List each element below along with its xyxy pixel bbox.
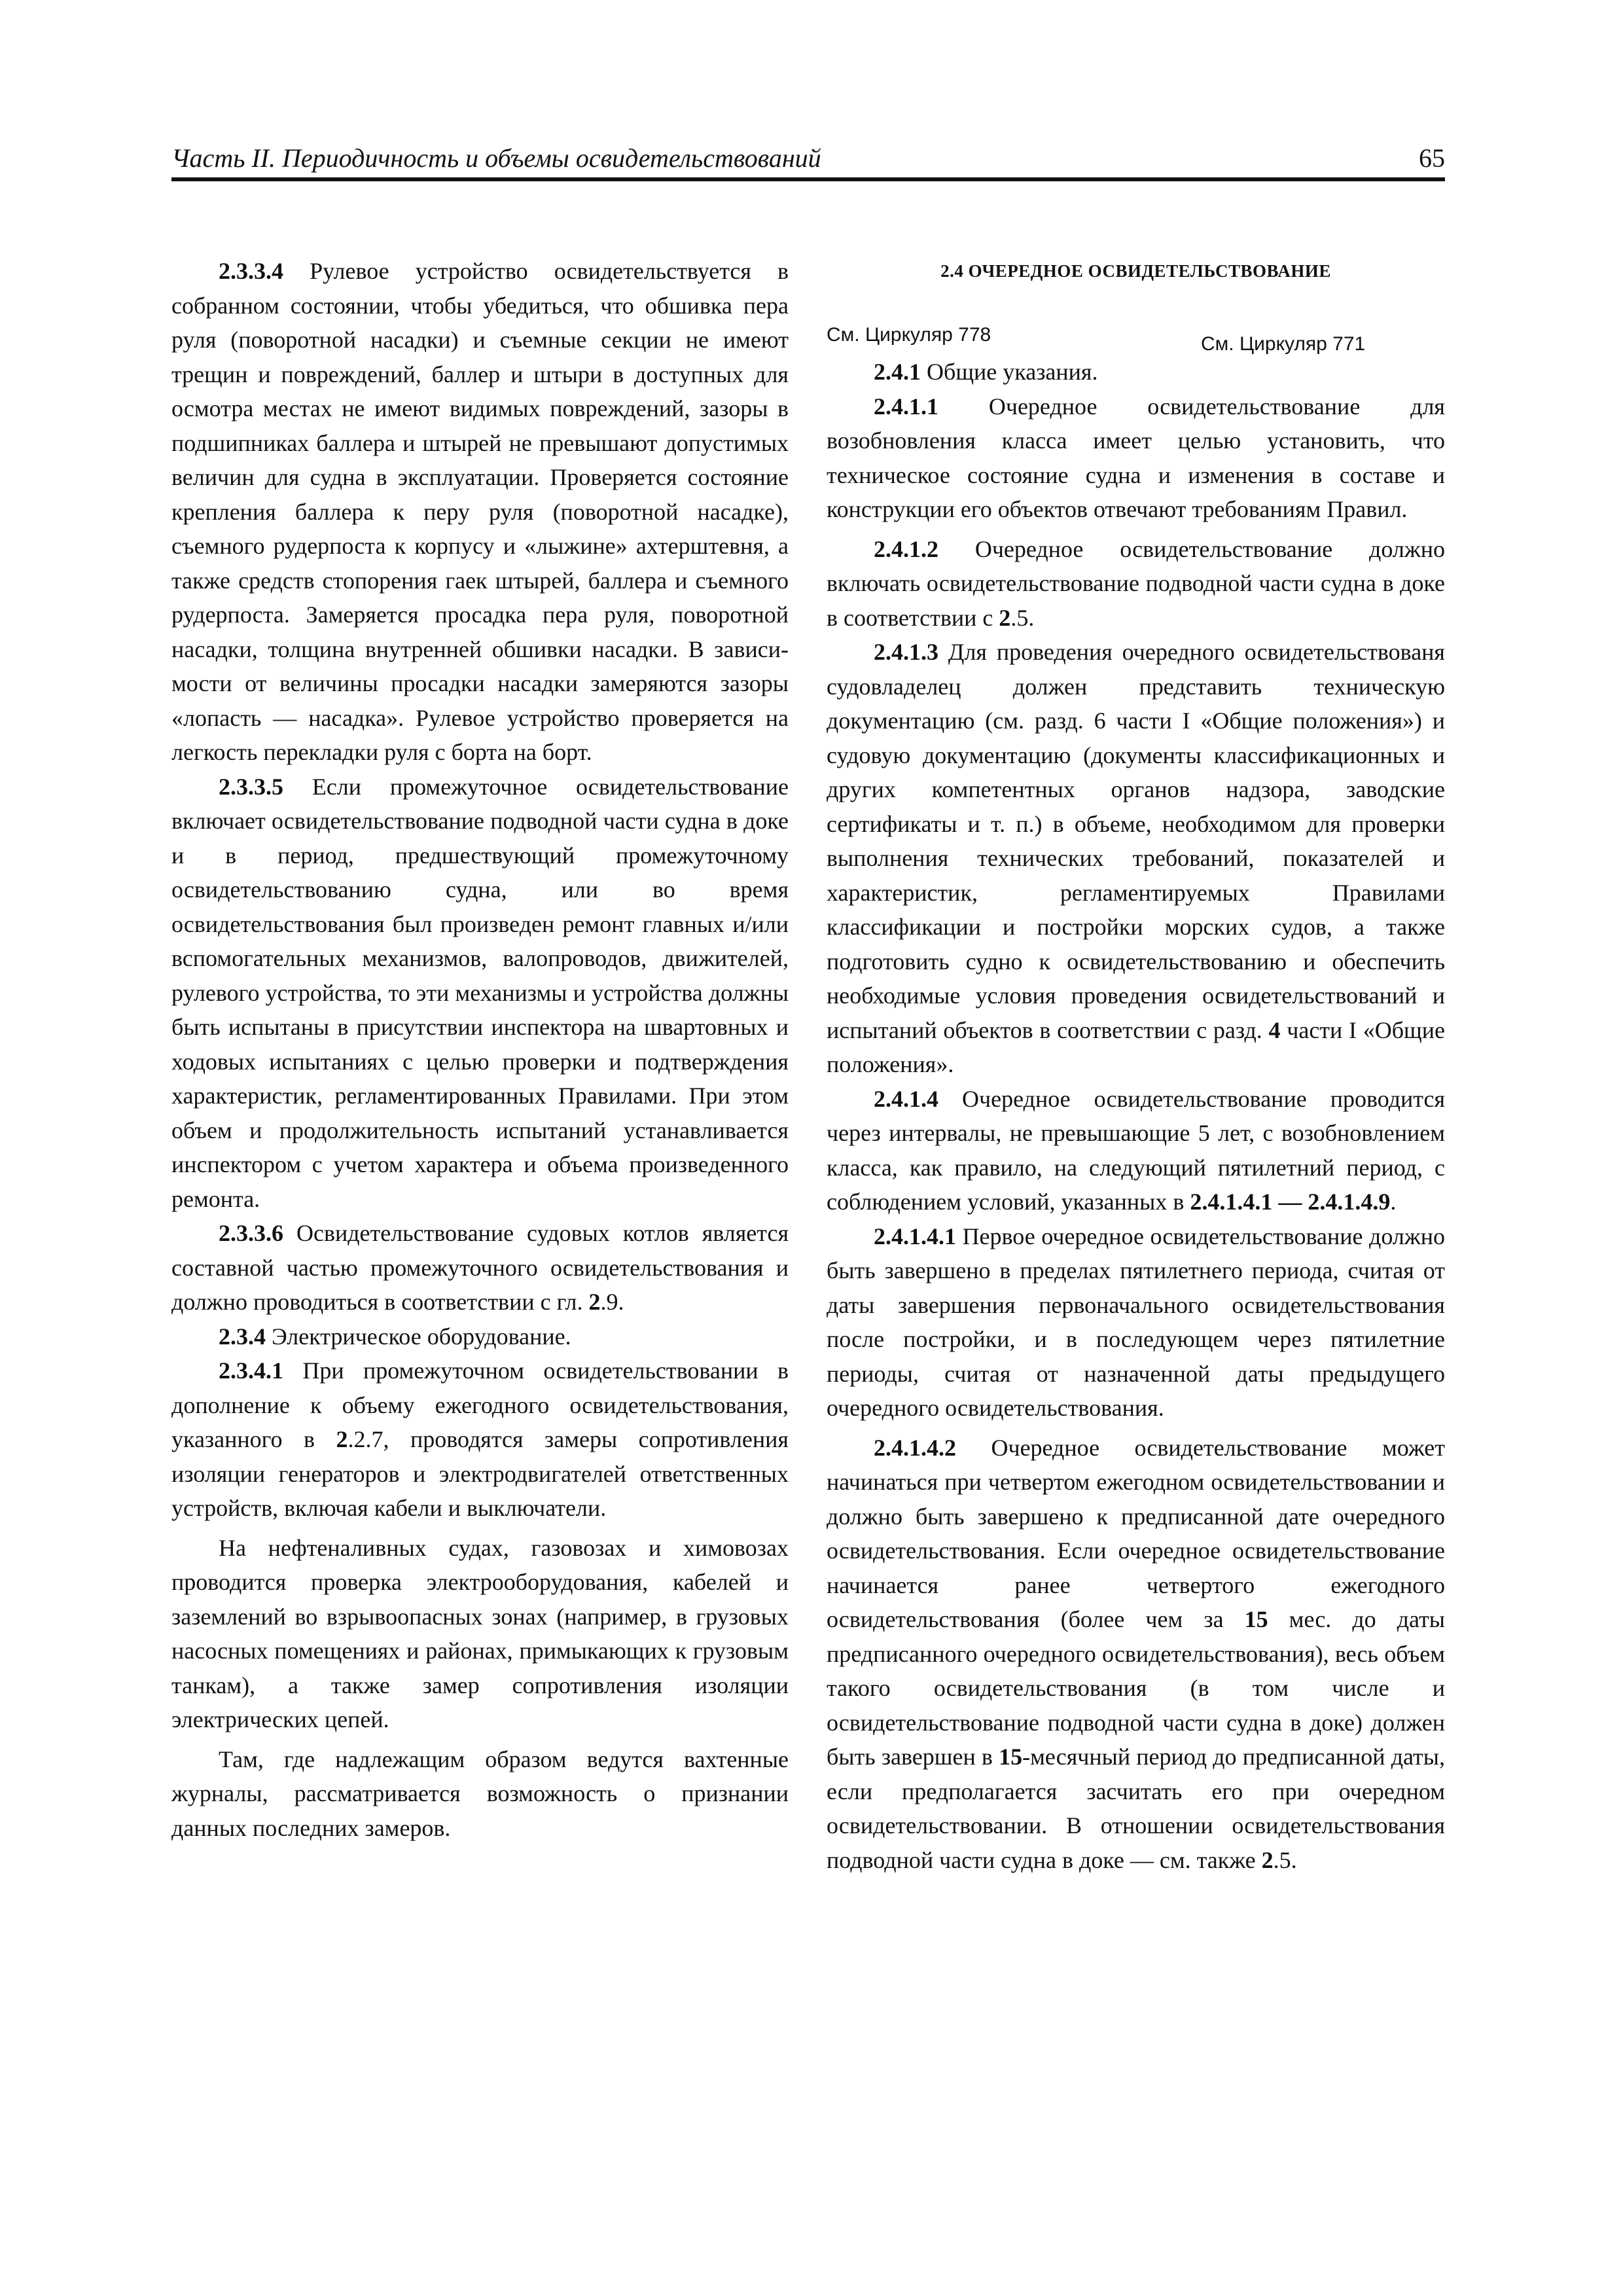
clause-number: 2.3.3.6 <box>219 1220 283 1246</box>
running-header <box>171 140 1445 177</box>
circular-note-771: См. Циркуляр 771 <box>1201 333 1366 355</box>
paragraph-tankers: На нефтеналивных судах, газовозах и химовозах проводится проверка электрооборудования, кабелей и заземлений во взрывоопасных зонах (например, в грузовых насосных помещениях и районах, примыкающих к грузовым танкам), а также замер сопротивления изоляции электрических цепей. <box>171 1534 789 1732</box>
left-column <box>171 254 789 1845</box>
circular-note-778: См. Циркуляр 778 <box>827 324 991 346</box>
clause-number: 2.4.1.4.2 <box>874 1434 956 1461</box>
paragraph-2-3-3-6: 2.3.3.6 Освидетельствование судовых котлов является составной частью промежуточного освидетельствования и должно проводиться в соответствии с гл. 2.9. <box>171 1220 789 1315</box>
clause-number: 2.4.1.3 <box>874 639 938 665</box>
paragraph-2-3-4: 2.3.4 Электрическое оборудование. <box>219 1323 571 1350</box>
paragraph-2-4-1-3: 2.4.1.3 Для проведения очередного освидетельствованя судовладелец должен представить техническую документацию (см. разд. 6 части I «Общие положения») и судовую документацию (документы классификационных и других компетентных органов надзора, заводские сертификаты и т. п.) в объеме, необходимом для проверки выполнения технических требований, показателей и характеристик, регламентируемых Правилами классификации и постройки морских судов, а также подготовить судно к освидетельствованию и обеспечить необходимые условия проведения освидетельствований и испытаний объектов в соответствии с разд. 4 части I «Общие положения». <box>827 639 1446 1077</box>
clause-number: 2.4.1.4.1 <box>874 1223 956 1249</box>
page-number: 65 <box>1419 143 1445 173</box>
paragraph-2-4-1: 2.4.1 Общие указания. <box>874 359 1098 385</box>
paragraph-logbooks: Там, где надлежащим образом ведутся вахтенные журналы, рассматривается возможность о признании данных последних замеров. <box>171 1746 789 1841</box>
clause-number: 2.4.1.1 <box>874 393 938 420</box>
circular-notes <box>827 318 1445 355</box>
clause-number: 2.4.1.2 <box>874 535 938 562</box>
clause-number: 2.3.3.4 <box>219 258 283 284</box>
paragraph-2-4-1-2: 2.4.1.2 Очередное освидетельствование должно включать освидетельствование подводной части судна в доке в соответствии с 2.5. <box>827 535 1445 631</box>
paragraph-2-4-1-4-2: 2.4.1.4.2 Очередное освидетельствование может начинаться при четвертом ежегодном освидетельствовании и должно быть завершено к предписанной дате очередного освидетельствования. Если очередное освидетельствование начинается ранее четвертого ежегодного освидетельствования (более чем за 15 мес. до даты предписанного очередного освидетельствования), весь объем такого освидетельствования (в том числе и освидетельствование подводной части судна в доке) должен быть завершен в 15-месячный период до предписанной даты, если предполагается засчитать его при очередном освидетельствовании. В отношении освидетельствования подводной части судна в доке — см. также 2.5. <box>827 1434 1445 1873</box>
paragraph-2-4-1-1: 2.4.1.1 Очередное освидетельствование для возобновления класса имеет целью установить, что техническое состояние судна и изменения в составе и конструкции его объектов отвечают требованиям Правил. <box>827 393 1445 522</box>
clause-number: 2.3.4 <box>219 1323 266 1350</box>
header-title: Часть II. Периодичность и объемы освидетельствований <box>171 143 821 173</box>
paragraph-2-4-1-4: 2.4.1.4 Очередное освидетельствование проводится через интервалы, не превышающие 5 лет, с возобновлением класса, как правило, на следующий пятилетний период, с соблюдением условий, указанных в 2.4.1.4.1 — 2.4.1.4.9. <box>827 1085 1445 1215</box>
section-title: 2.4 ОЧЕРЕДНОЕ ОСВИДЕТЕЛЬСТВОВАНИЕ <box>940 261 1331 281</box>
clause-number: 2.4.1 <box>874 359 921 385</box>
paragraph-2-4-1-4-1: 2.4.1.4.1 Первое очередное освидетельствование должно быть завершено в пределах пятилетнего периода, считая от даты завершения первоначального освидетельствования после постройки, и в последующем через пятилетние периоды, считая от назначенной даты предыдущего очередного освидетельствования. <box>827 1223 1445 1421</box>
clause-number: 2.4.1.4 <box>874 1085 938 1112</box>
paragraph-2-3-4-1: 2.3.4.1 При промежуточном освидетельствовании в дополнение к объему ежегодного освидетельствования, указанного в 2.2.7, проводятся замеры сопротивления изоляции генераторов и электродвигателей ответственных устройств, включая кабели и выключатели. <box>171 1357 789 1521</box>
right-column <box>827 254 1445 1877</box>
header-rule <box>171 177 1445 181</box>
paragraph-2-3-3-5: 2.3.3.5 Если промежуточное освидетельствование включает освидетельствование подводной части судна в доке и в период, предшествующий промежуточному освидетельствованию судна, или во время освидетельствования был произведен ремонт главных и/или вспомогательных механизмов, валопроводов, движителей, рулевого устройства, то эти механизмы и устройства должны быть испытаны в присутствии инспектора на швартовных и ходовых испытаниях с целью проверки и подтверждения характеристик, регламентированных Правилами. При этом объем и продолжительность испытаний устанавливается инспектором с учетом характера и объема произведенного ремонта. <box>171 773 789 1212</box>
paragraph-2-3-3-4: 2.3.3.4 Рулевое устройство освидетельствуется в собранном состоянии, чтобы убедиться, что обшивка пера руля (поворотной насадки) и съемные секции не имеют трещин и повреждений, баллер и штыри в доступных для осмотра местах не имеют видимых повреждений, зазоры в подшипниках баллера и штырей не превышают допустимых величин для судна в эксплуатации. Проверяется состояние крепления баллера к перу руля (поворотной насадке), съемного рудерпоста к корпусу и «лыжине» ахтерштевня, а также средств стопорения гаек штырей, баллера и съемного рудерпоста. Замеряется просадка пера руля, поворотной насадки, толщина внутренней обшивки насадки. В зависимости от величины просадки насадки замеряются зазоры «лопасть — насадка». Рулевое устройство проверяется на легкость перекладки руля с борта на борт. <box>171 258 789 765</box>
clause-number: 2.3.4.1 <box>219 1357 283 1384</box>
clause-number: 2.3.3.5 <box>219 773 283 800</box>
